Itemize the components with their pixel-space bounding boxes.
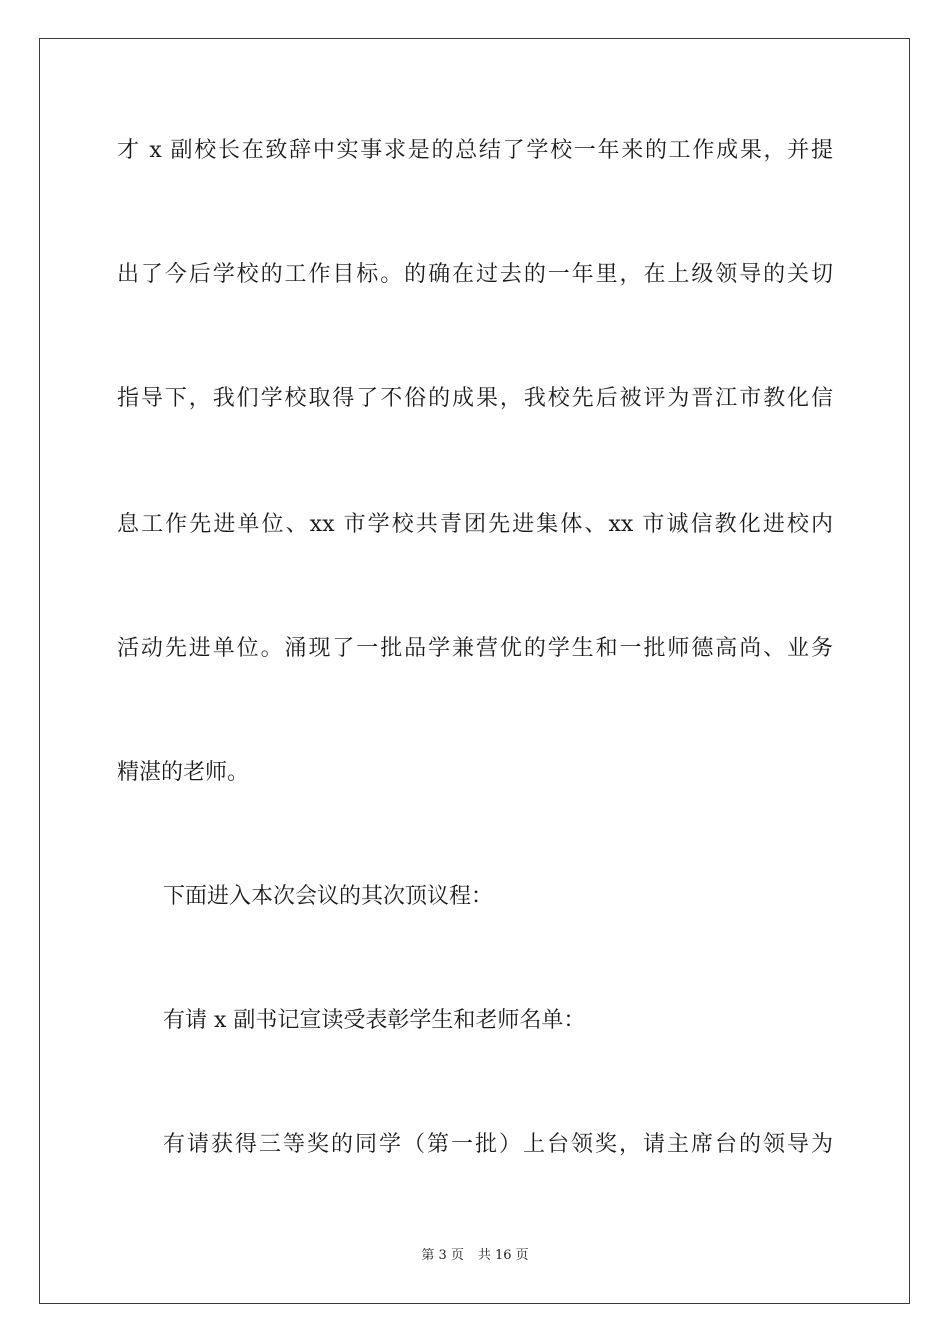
page-border xyxy=(39,38,910,1304)
paragraph-line: 出了今后学校的工作目标。的确在过去的一年里，在上级领导的关切 xyxy=(117,262,833,287)
paragraph-line: 精湛的老师。 xyxy=(117,760,250,785)
paragraph-line: 有请 x 副书记宣读受表彰学生和老师名单： xyxy=(163,1008,586,1033)
paragraph-line: 才 x 副校长在致辞中实事求是的总结了学校一年来的工作成果，并提 xyxy=(117,138,833,163)
page-footer xyxy=(0,1246,950,1266)
paragraph-line: 息工作先进单位、xx 市学校共青团先进集体、xx 市诚信教化进校内 xyxy=(117,512,833,537)
paragraph-line: 有请获得三等奖的同学（第一批）上台领奖，请主席台的领导为 xyxy=(163,1132,833,1157)
paragraph-line: 指导下，我们学校取得了不俗的成果，我校先后被评为晋江市教化信 xyxy=(117,386,833,411)
page-number: 第 3 页 xyxy=(421,1248,464,1263)
page-total: 共 16 页 xyxy=(477,1248,529,1263)
paragraph-line: 活动先进单位。涌现了一批品学兼营优的学生和一批师德高尚、业务 xyxy=(117,636,833,661)
paragraph-line: 下面进入本次会议的其次顶议程： xyxy=(163,884,494,909)
